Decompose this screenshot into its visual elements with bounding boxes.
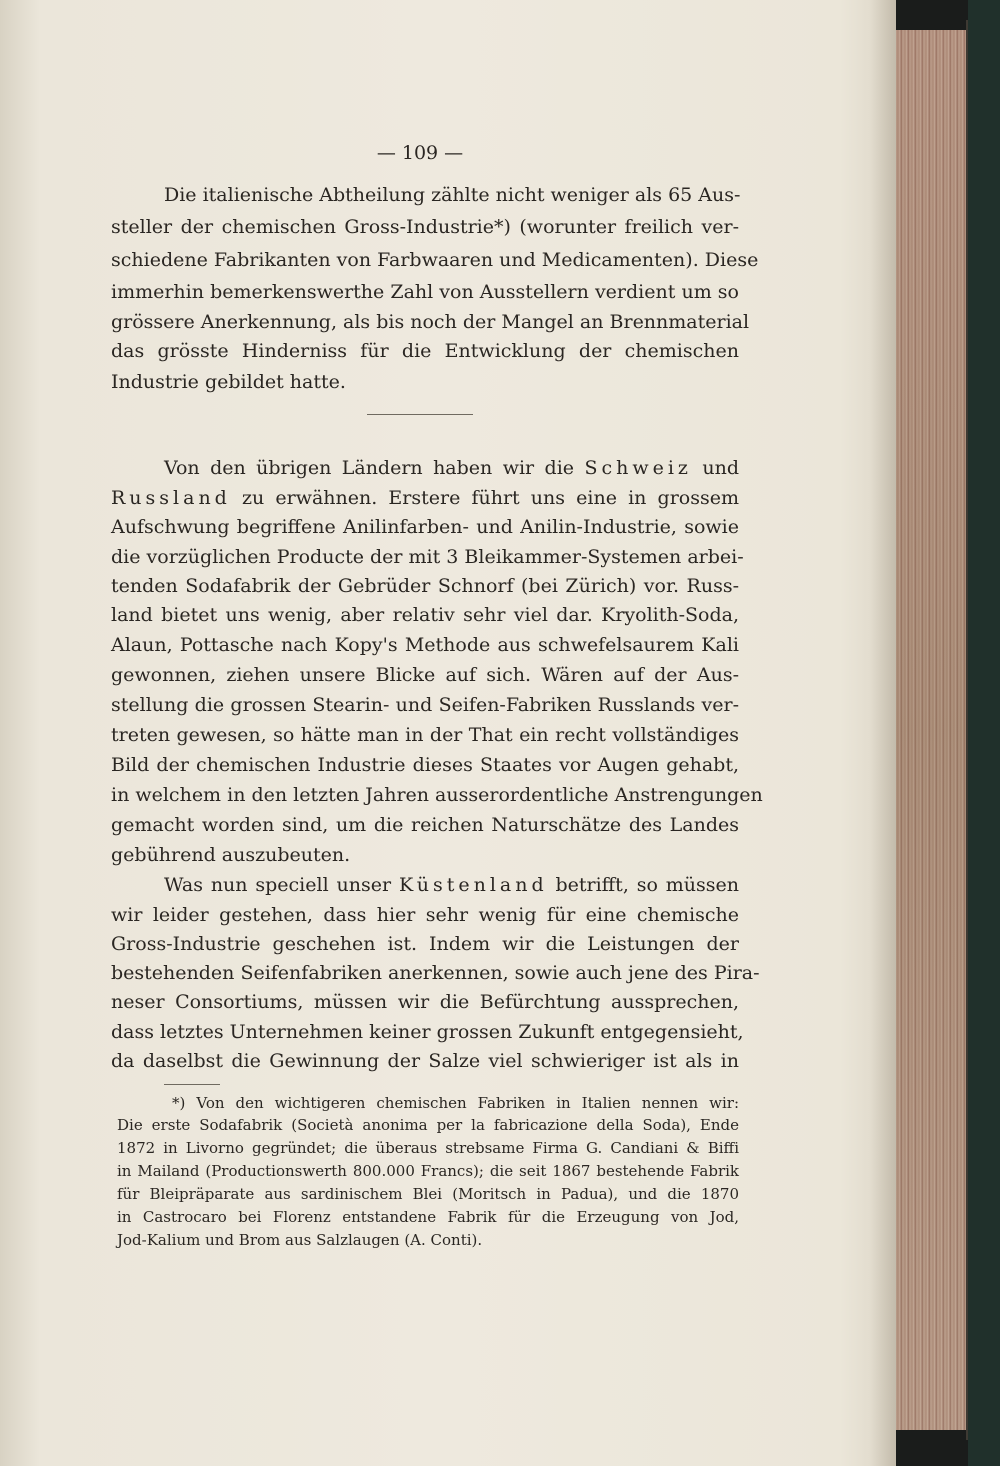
- text-line: die vorzüglichen Producte der mit 3 Bleikammer-Systemen arbei-: [111, 546, 744, 568]
- footnote-line: in Castrocaro bei Florenz entstandene Fabrik für die Erzeugung von Jod,: [117, 1208, 739, 1226]
- text-line: bestehenden Seifenfabriken anerkennen, sowie auch jene des Pira-: [111, 962, 760, 984]
- text-run: betrifft, so müssen: [547, 874, 740, 896]
- text-line: Bild der chemischen Industrie dieses Staates vor Augen gehabt,: [111, 754, 739, 776]
- emphasis-kuestenland: Küstenland: [398, 874, 548, 896]
- text-run: und: [691, 457, 739, 479]
- text-line: in welchem in den letzten Jahren ausserordentliche Anstrengungen: [111, 784, 763, 806]
- text-line: immerhin bemerkenswerthe Zahl von Ausstellern verdient um so: [111, 281, 739, 303]
- page-number: — 109 —: [376, 142, 464, 164]
- footnote-line: für Bleipräparate aus sardinischem Blei (Moritsch in Padua), und die 1870: [117, 1185, 739, 1203]
- text-line: Aufschwung begriffene Anilinfarben- und Anilin-Industrie, sowie: [111, 516, 739, 538]
- footnote-line: *) Von den wichtigeren chemischen Fabriken in Italien nennen wir:: [172, 1094, 739, 1112]
- section-divider: [367, 414, 473, 415]
- text-line: tenden Sodafabrik der Gebrüder Schnorf (bei Zürich) vor. Russ-: [111, 575, 739, 597]
- text-line: Alaun, Pottasche nach Kopy's Methode aus schwefelsaurem Kali: [111, 634, 739, 656]
- text-line: treten gewesen, so hätte man in der That ein recht vollständiges: [111, 724, 739, 746]
- text-line: Industrie gebildet hatte.: [111, 371, 346, 393]
- text-line: neser Consortiums, müssen wir die Befürchtung aussprechen,: [111, 991, 739, 1013]
- text-line: land bietet uns wenig, aber relativ sehr viel dar. Kryolith-Soda,: [111, 604, 739, 626]
- text-line: [164, 459, 739, 478]
- text-run: Was nun speciell unser: [164, 874, 399, 896]
- page-shadow: [870, 0, 896, 1466]
- text-line: Die italienische Abtheilung zählte nicht weniger als 65 Aus-: [164, 184, 741, 206]
- page-edges-tint: [896, 30, 968, 1430]
- footnote-line: 1872 in Livorno gegründet; die überaus strebsame Firma G. Candiani & Biffi: [117, 1139, 739, 1157]
- text-line: [111, 489, 739, 508]
- text-line: dass letztes Unternehmen keiner grossen Zukunft entgegensieht,: [111, 1021, 744, 1043]
- footnote-line: Jod-Kalium und Brom aus Salzlaugen (A. Conti).: [117, 1231, 483, 1249]
- text-line: gewonnen, ziehen unsere Blicke auf sich. Wären auf der Aus-: [111, 664, 739, 686]
- emphasis-schweiz: Schweiz: [584, 457, 692, 479]
- book-cover: [968, 0, 1000, 1466]
- footnote-line: Die erste Sodafabrik (Società anonima per la fabricazione della Soda), Ende: [117, 1116, 739, 1134]
- footnote-line: in Mailand (Productionswerth 800.000 Francs); die seit 1867 bestehende Fabrik: [117, 1162, 739, 1180]
- text-line: gebührend auszubeuten.: [111, 844, 351, 866]
- text-line: stellung die grossen Stearin- und Seifen-Fabriken Russlands ver-: [111, 694, 739, 716]
- text-line: schiedene Fabrikanten von Farbwaaren und Medicamenten). Diese: [111, 249, 759, 271]
- text-run: Von den übrigen Ländern haben wir die: [164, 457, 585, 479]
- text-line: [164, 876, 739, 895]
- text-line: das grösste Hinderniss für die Entwicklung der chemischen: [111, 340, 739, 362]
- footnote-divider: [164, 1084, 220, 1085]
- text-run: zu erwähnen. Erstere führt uns eine in grossem: [230, 487, 739, 509]
- text-line: steller der chemischen Gross-Industrie*) (worunter freilich ver-: [111, 216, 739, 238]
- text-line: grössere Anerkennung, als bis noch der Mangel an Brennmaterial: [111, 311, 750, 333]
- text-line: gemacht worden sind, um die reichen Naturschätze des Landes: [111, 814, 739, 836]
- text-line: wir leider gestehen, dass hier sehr wenig für eine chemische: [111, 904, 739, 926]
- text-line: da daselbst die Gewinnung der Salze viel schwieriger ist als in: [111, 1050, 739, 1072]
- emphasis-russland: Russland: [111, 487, 231, 509]
- text-line: Gross-Industrie geschehen ist. Indem wir die Leistungen der: [111, 933, 739, 955]
